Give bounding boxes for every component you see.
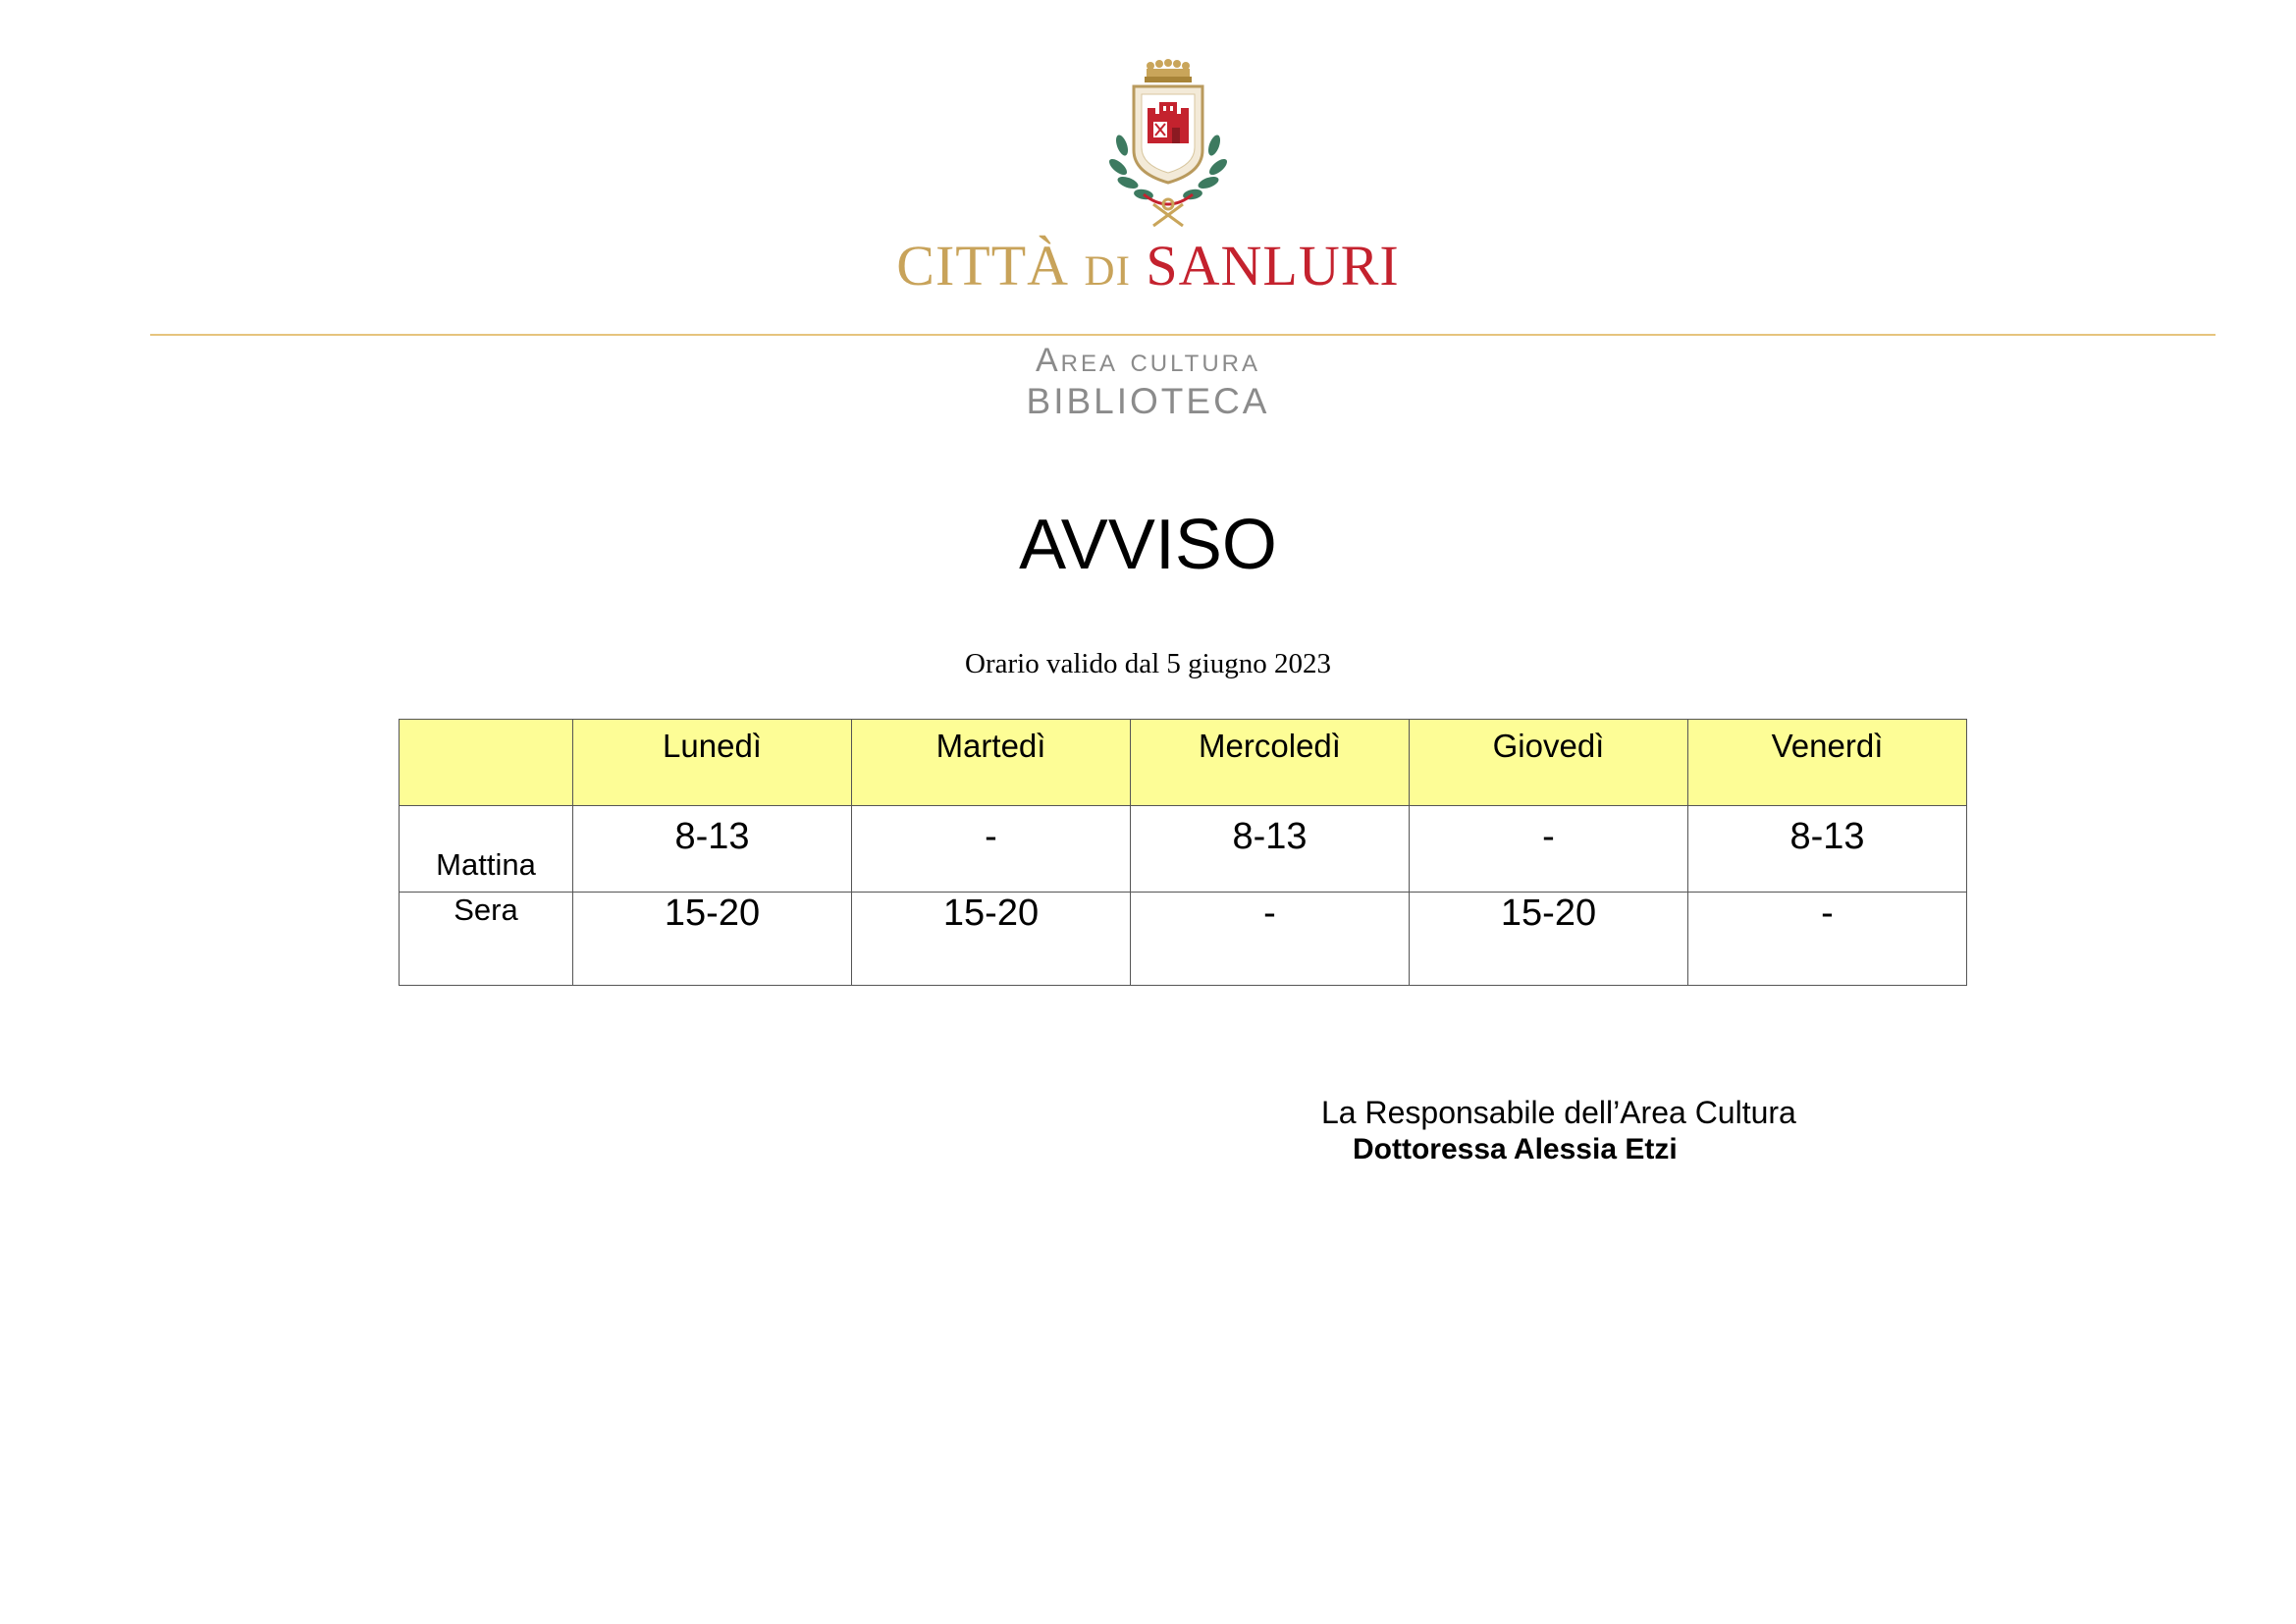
city-name-sanluri: SANLURI (1146, 234, 1400, 298)
notice-subtitle: Orario valido dal 5 giugno 2023 (965, 648, 1331, 679)
table-cell: 15-20 (852, 893, 1131, 986)
signature-role: La Responsabile dell’Area Cultura (1321, 1095, 1796, 1130)
column-header-friday: Venerdì (1688, 720, 1967, 806)
table-row-morning (400, 806, 1967, 893)
city-name-di: DI (1084, 248, 1131, 295)
column-header (400, 720, 573, 806)
table-cell: - (1410, 806, 1688, 893)
table-cell: - (1688, 893, 1967, 986)
table-cell: 15-20 (1410, 893, 1688, 986)
area-label: Area cultura (1035, 342, 1261, 379)
table-header-row (400, 720, 1967, 806)
column-header-wednesday: Mercoledì (1131, 720, 1410, 806)
table-row-evening (400, 893, 1967, 986)
shield-icon (1134, 86, 1202, 183)
table-cell: 8-13 (573, 806, 852, 893)
table-cell: - (1131, 893, 1410, 986)
city-name (0, 234, 2296, 298)
header-divider (150, 334, 2216, 336)
department-heading (0, 341, 2296, 423)
signature-name: Dottoressa Alessia Etzi (1353, 1133, 1678, 1165)
row-label: Sera (400, 893, 573, 986)
signature-block (1321, 1094, 1796, 1168)
city-name-citta: CITTÀ (896, 234, 1070, 298)
city-crest-logo (1104, 57, 1232, 234)
opening-hours-table (399, 719, 1967, 986)
table-cell: 15-20 (573, 893, 852, 986)
column-header-tuesday: Martedì (852, 720, 1131, 806)
library-label: BIBLIOTECA (1026, 381, 1270, 421)
row-label: Mattina (400, 806, 573, 893)
table-cell: 8-13 (1688, 806, 1967, 893)
crown-icon (1145, 59, 1192, 82)
table-cell: 8-13 (1131, 806, 1410, 893)
notice-title: AVVISO (1019, 506, 1277, 584)
table-cell: - (852, 806, 1131, 893)
column-header-thursday: Giovedì (1410, 720, 1688, 806)
column-header-monday: Lunedì (573, 720, 852, 806)
